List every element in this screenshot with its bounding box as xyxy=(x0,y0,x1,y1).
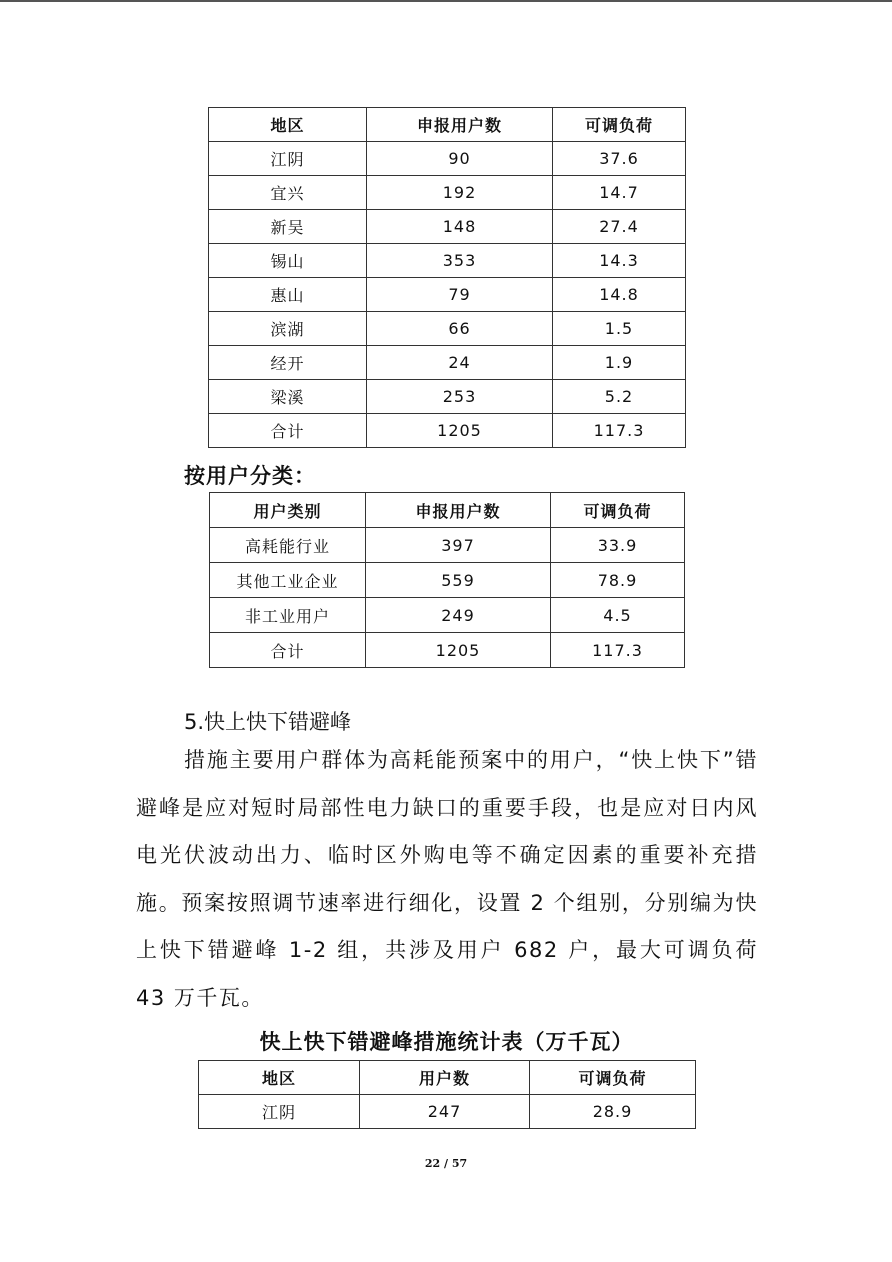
table-total-row xyxy=(210,633,685,668)
cell-load: 117.3 xyxy=(551,633,685,668)
cell-load: 14.8 xyxy=(553,278,686,312)
cell-users: 192 xyxy=(367,176,553,210)
cell-load: 1.9 xyxy=(553,346,686,380)
cell-region: 江阴 xyxy=(199,1095,360,1129)
cell-users: 79 xyxy=(367,278,553,312)
cell-load: 1.5 xyxy=(553,312,686,346)
cell-users: 24 xyxy=(367,346,553,380)
cell-category: 非工业用户 xyxy=(210,598,366,633)
cell-region: 锡山 xyxy=(209,244,367,278)
header-region: 地区 xyxy=(199,1061,360,1095)
table-row xyxy=(209,278,686,312)
cell-users: 559 xyxy=(366,563,551,598)
cell-region: 滨湖 xyxy=(209,312,367,346)
table-total-row xyxy=(209,414,686,448)
cell-users: 1205 xyxy=(367,414,553,448)
cell-region: 梁溪 xyxy=(209,380,367,414)
cell-region: 经开 xyxy=(209,346,367,380)
cell-region: 惠山 xyxy=(209,278,367,312)
user-category-table xyxy=(209,492,685,668)
cell-load: 28.9 xyxy=(530,1095,696,1129)
cell-category: 高耗能行业 xyxy=(210,528,366,563)
top-border-line xyxy=(0,0,892,2)
cell-load: 27.4 xyxy=(553,210,686,244)
table-row xyxy=(209,210,686,244)
cell-users: 397 xyxy=(366,528,551,563)
table-row xyxy=(199,1095,696,1129)
cell-users: 90 xyxy=(367,142,553,176)
cell-load: 14.7 xyxy=(553,176,686,210)
cell-users: 66 xyxy=(367,312,553,346)
cell-users: 247 xyxy=(360,1095,530,1129)
cell-load: 37.6 xyxy=(553,142,686,176)
header-user-count: 用户数 xyxy=(360,1061,530,1095)
peak-shift-stats-table xyxy=(198,1060,696,1129)
cell-load: 33.9 xyxy=(551,528,685,563)
table-caption: 快上快下错避峰措施统计表（万千瓦） xyxy=(259,1030,634,1054)
header-declared-users: 申报用户数 xyxy=(366,493,551,528)
page-number: 22 / 57 xyxy=(424,1157,468,1170)
table-row xyxy=(210,563,685,598)
cell-load: 5.2 xyxy=(553,380,686,414)
header-region: 地区 xyxy=(209,108,367,142)
cell-users: 1205 xyxy=(366,633,551,668)
header-user-category: 用户类别 xyxy=(210,493,366,528)
region-table xyxy=(208,107,686,448)
header-adjustable-load: 可调负荷 xyxy=(553,108,686,142)
table-header-row xyxy=(199,1061,696,1095)
cell-users: 253 xyxy=(367,380,553,414)
cell-region: 江阴 xyxy=(209,142,367,176)
table-row xyxy=(209,312,686,346)
section-title: 5.快上快下错避峰 xyxy=(184,710,352,734)
table-row xyxy=(209,142,686,176)
header-declared-users: 申报用户数 xyxy=(367,108,553,142)
body-paragraph: 措施主要用户群体为高耗能预案中的用户，“快上快下”错避峰是应对短时局部性电力缺口的重要手段，也是应对日内风电光伏波动出力、临时区外购电等不确定因素的重要补充措施。预案按照调节速率进行细化，设置 2 个组别，分别编为快上快下错避峰 1-2 组，共涉及用户 682 户，最大可调负荷 43 万千瓦。 xyxy=(136,748,758,1010)
cell-users: 353 xyxy=(367,244,553,278)
table-row xyxy=(210,598,685,633)
cell-users: 249 xyxy=(366,598,551,633)
by-user-category-heading: 按用户分类： xyxy=(184,464,316,488)
table-header-row xyxy=(210,493,685,528)
cell-load: 78.9 xyxy=(551,563,685,598)
table-row xyxy=(209,244,686,278)
cell-load: 117.3 xyxy=(553,414,686,448)
cell-load: 4.5 xyxy=(551,598,685,633)
cell-region: 合计 xyxy=(209,414,367,448)
table-row xyxy=(209,380,686,414)
cell-users: 148 xyxy=(367,210,553,244)
cell-category: 其他工业企业 xyxy=(210,563,366,598)
table-row xyxy=(210,528,685,563)
cell-load: 14.3 xyxy=(553,244,686,278)
header-adjustable-load: 可调负荷 xyxy=(551,493,685,528)
cell-region: 宜兴 xyxy=(209,176,367,210)
table-row xyxy=(209,176,686,210)
header-adjustable-load: 可调负荷 xyxy=(530,1061,696,1095)
table-header-row xyxy=(209,108,686,142)
table-row xyxy=(209,346,686,380)
cell-region: 新吴 xyxy=(209,210,367,244)
cell-category: 合计 xyxy=(210,633,366,668)
